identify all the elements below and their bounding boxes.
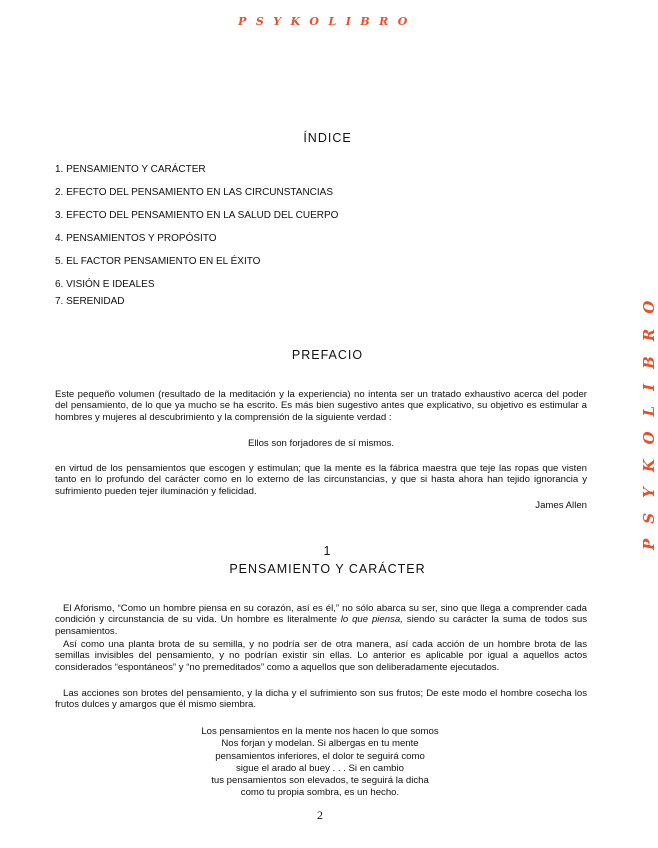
- chapter-paragraph: [55, 603, 587, 637]
- preface-quote: Ellos son forjadores de sí mismos.: [247, 438, 395, 449]
- index-item: 1. PENSAMIENTO Y CARÁCTER: [55, 164, 206, 175]
- chapter-emphasis: lo que piensa,: [340, 614, 403, 626]
- poem-line: tus pensamientos son elevados, te seguirá la dicha: [211, 775, 429, 787]
- brand-header: PSYKOLIBRO: [238, 15, 417, 28]
- poem-line: Nos forjan y modelan. Si albergas en tu mente: [221, 738, 419, 750]
- chapter-number: 1: [323, 544, 332, 558]
- preface-paragraph: en virtud de los pensamientos que escogen y estimulan; que la mente es la fábrica maestra que teje las ropas que visten tanto en lo profundo del carácter como en lo externo de las circunstancias, y que si hasta ahora han tejido ignorancia y sufrimiento pueden tejer iluminación y felicidad.: [55, 463, 587, 497]
- brand-side-text: PSYKOLIBRO: [640, 285, 658, 550]
- brand-side-watermark: [636, 285, 658, 550]
- index-item: 6. VISIÓN E IDEALES: [55, 279, 155, 290]
- chapter-title: PENSAMIENTO Y CARÁCTER: [229, 562, 426, 576]
- poem-line: pensamientos inferiores, el dolor te seguirá como: [215, 750, 425, 762]
- index-item: 7. SERENIDAD: [55, 296, 125, 307]
- poem: [150, 726, 490, 800]
- preface-author: James Allen: [535, 500, 587, 511]
- poem-line: como tu propia sombra, es un hecho.: [240, 787, 400, 799]
- chapter-text: siendo su carácter la suma de todos sus pensamientos.: [55, 614, 587, 637]
- index-item: 2. EFECTO DEL PENSAMIENTO EN LAS CIRCUNSTANCIAS: [55, 187, 334, 198]
- preface-title: PREFACIO: [291, 348, 364, 362]
- index-title: ÍNDICE: [303, 131, 352, 145]
- preface-paragraph: Este pequeño volumen (resultado de la meditación y la experiencia) no intenta ser un tratado exhaustivo acerca del poder del pensamiento, de lo que ya mucho se ha escrito. Es más bien sugestivo antes que explicativo, su objetivo es estimular a hombres y mujeres al descubrimiento y la comprensión de la siguiente verdad :: [55, 389, 587, 423]
- index-list: [55, 164, 338, 319]
- index-item: 5. EL FACTOR PENSAMIENTO EN EL ÉXITO: [55, 256, 261, 267]
- chapter-text: El Aforismo, “Como un hombre piensa en su corazón, así es él,” no sólo abarca su ser, sino que llega a comprender cada condición y circunstancia de su vida. Un hombre es literalmente: [55, 603, 587, 626]
- poem-line: sigue el arado al buey . . . Si en cambio: [236, 762, 404, 774]
- poem-line: Los pensamientos en la mente nos hacen lo que somos: [201, 726, 439, 737]
- chapter-paragraph: Las acciones son brotes del pensamiento, y la dicha y el sufrimiento son sus frutos; De este modo el hombre cosecha los frutos dulces y amargos que él mismo siembra.: [55, 688, 587, 711]
- page-number: 2: [317, 808, 323, 822]
- index-item: 4. PENSAMIENTOS Y PROPÓSITO: [55, 233, 217, 244]
- index-item: 3. EFECTO DEL PENSAMIENTO EN LA SALUD DEL CUERPO: [55, 210, 339, 221]
- chapter-paragraph: Así como una planta brota de su semilla, y no podría ser de otra manera, así cada acción de un hombre brota de las semillas invisibles del pensamiento, y no podrían existir sin ellas. Lo anterior es aplicable por igual a aquellos actos considerados “espontáneos” y “no premeditados” como a aquellos que son deliberadamente ejecutados.: [55, 639, 587, 673]
